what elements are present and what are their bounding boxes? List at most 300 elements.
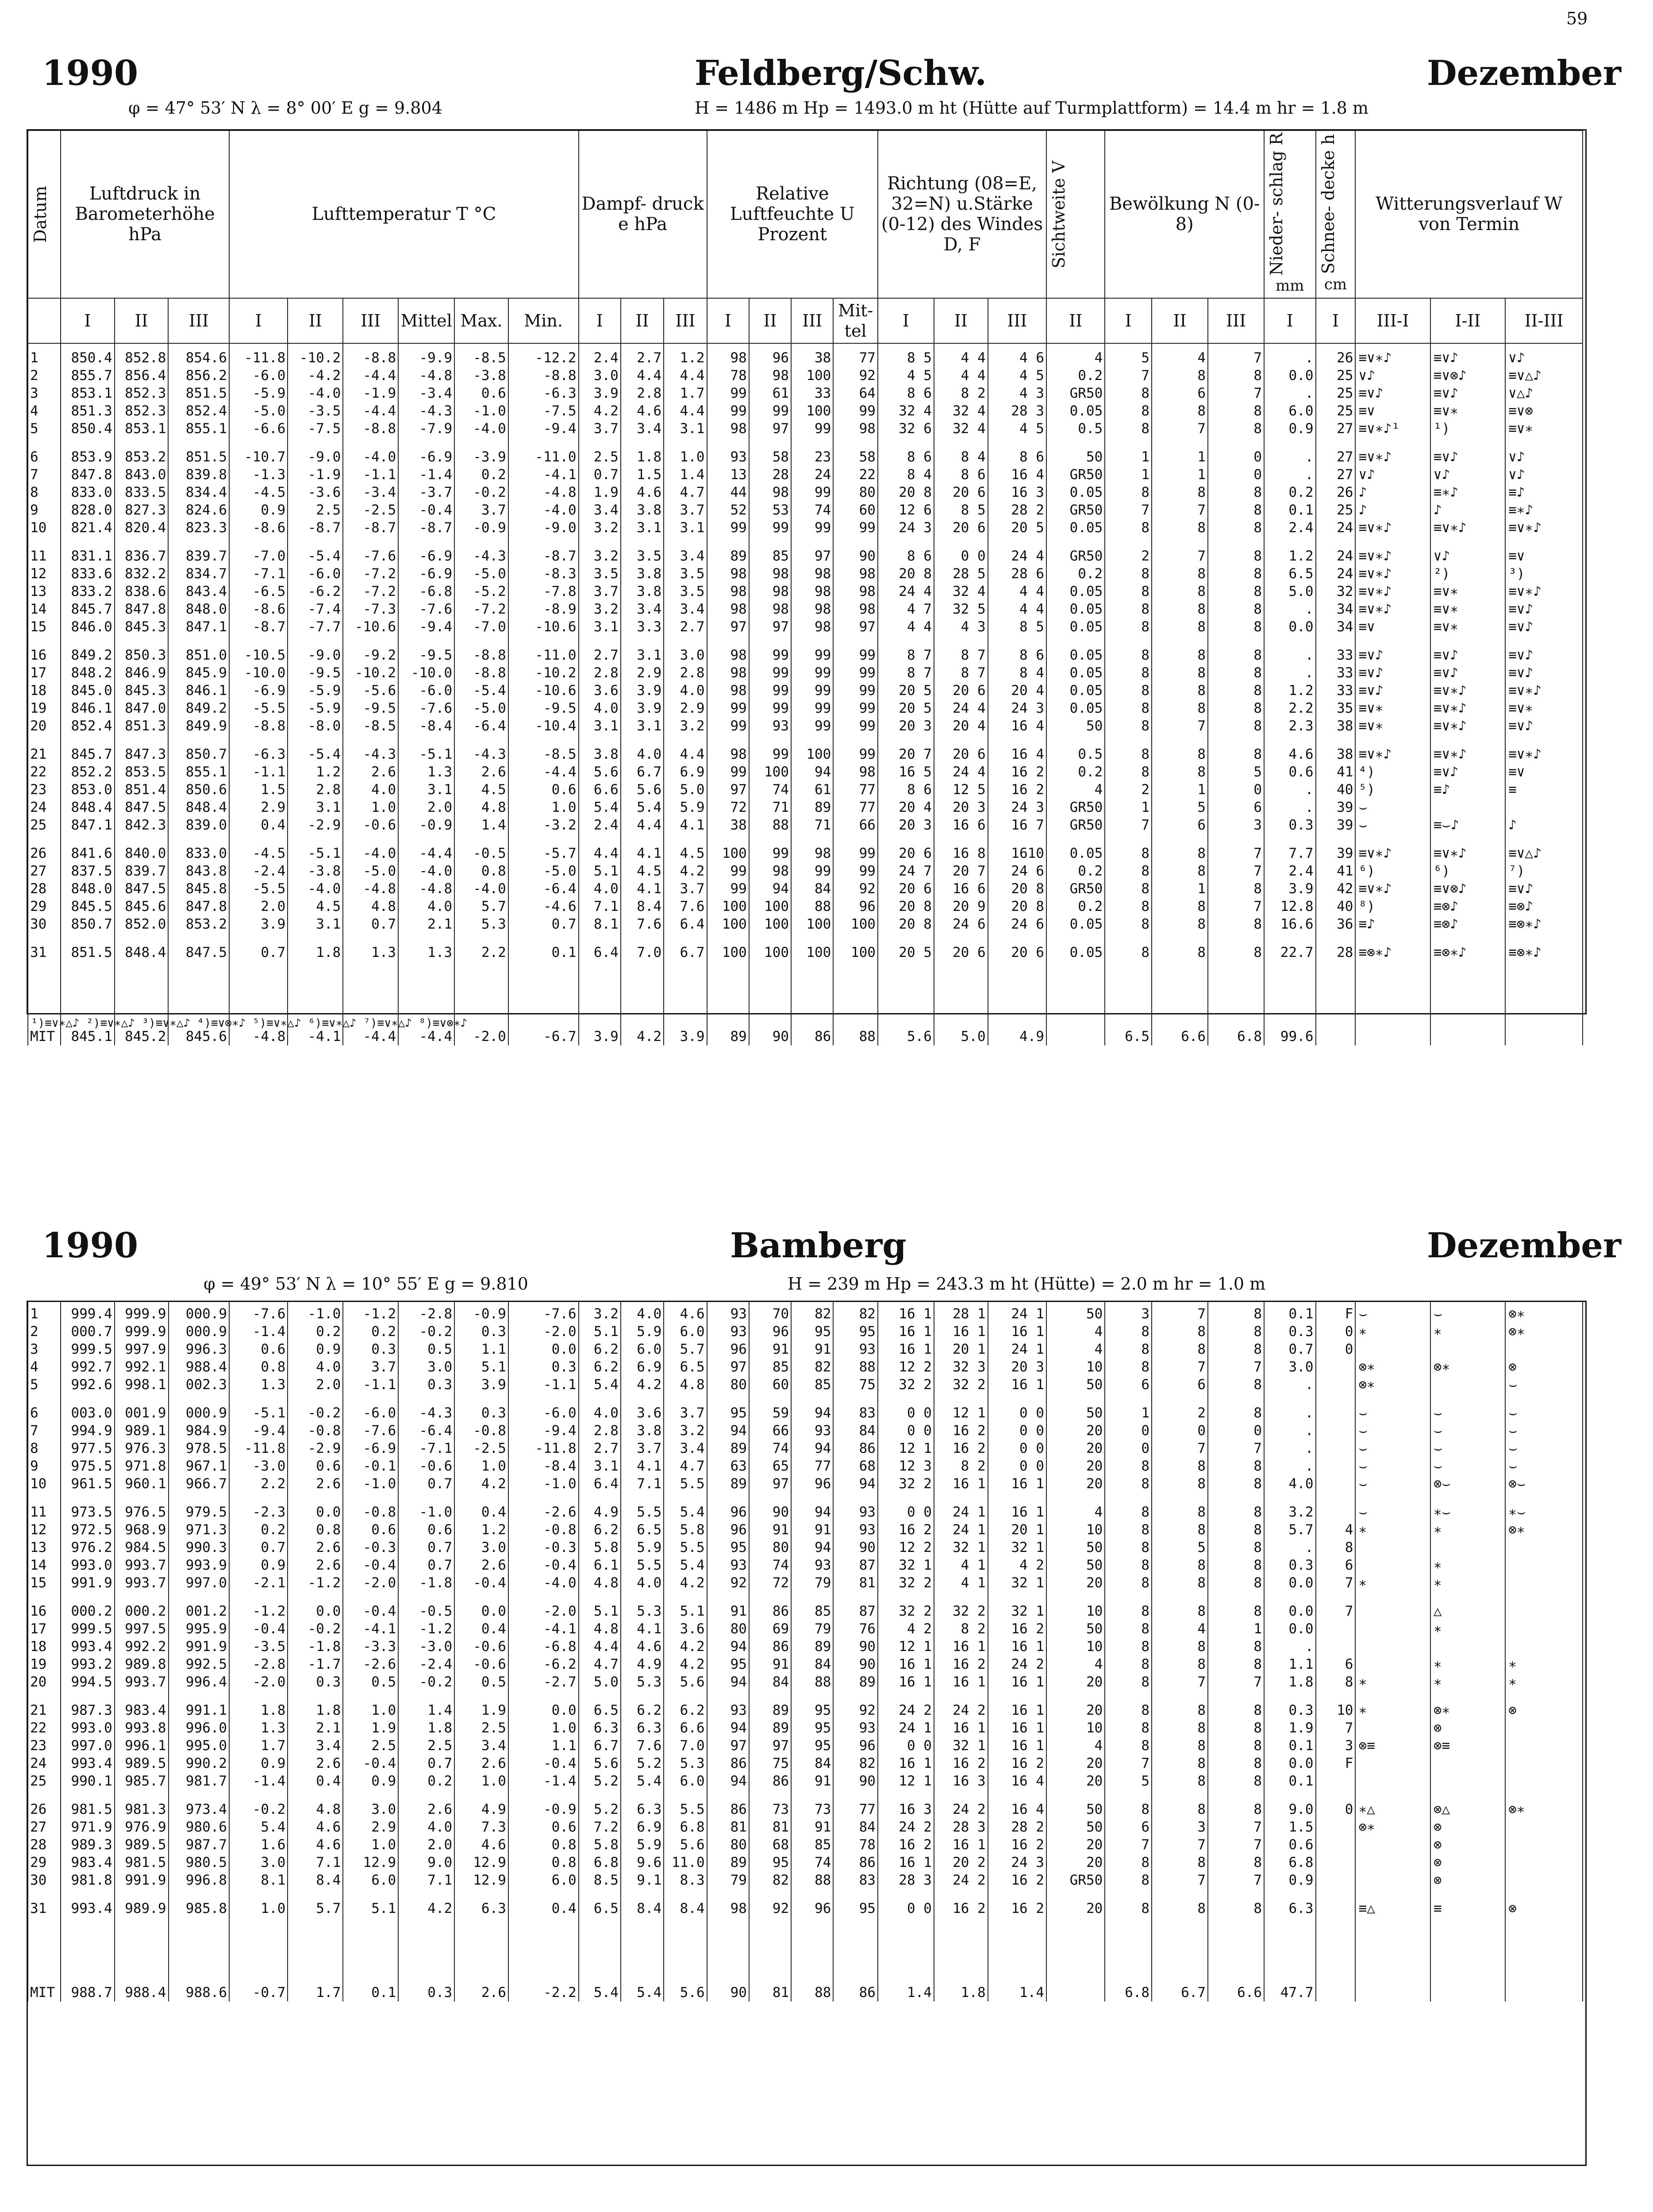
feldberg-cell: 849.2 [61, 646, 115, 664]
feldberg-cell: 60 [833, 501, 878, 519]
feldberg-cell: 6.5 [1105, 1028, 1152, 1045]
bamberg-cell: 93 [833, 1340, 878, 1358]
feldberg-cell: 100 [791, 745, 833, 763]
feldberg-cell: 8 6 [988, 646, 1046, 664]
bamberg-cell: 85 [791, 1602, 833, 1620]
bamberg-cell: 7.6 [621, 1737, 664, 1755]
feldberg-spacer-cell [1355, 537, 1430, 547]
feldberg-cell: 8 4 [988, 664, 1046, 682]
feldberg-cell: 2.9 [621, 664, 664, 682]
feldberg-cell: 3.7 [664, 501, 707, 519]
bamberg-cell: 8 [1208, 1772, 1264, 1790]
bamberg-cell [1316, 1503, 1356, 1521]
feldberg-cell: -4.4 [508, 763, 579, 781]
bamberg-spacer-cell [288, 1691, 343, 1701]
bamberg-cell [1505, 1818, 1583, 1836]
feldberg-cell: 36 [1316, 915, 1356, 933]
feldberg-cell: -8.3 [508, 565, 579, 583]
bamberg-cell: 8 [1208, 1801, 1264, 1818]
bamberg-cell: 6.0 [664, 1772, 707, 1790]
feldberg-spacer-cell [1152, 343, 1208, 349]
feldberg-cell: ♪ [1505, 816, 1583, 834]
feldberg-cell: 7 [1208, 349, 1264, 367]
feldberg-cell: 27 [1316, 466, 1356, 484]
feldberg-cell: 853.2 [168, 915, 229, 933]
bamberg-cell [1430, 1984, 1505, 2001]
bamberg-cell [1316, 1638, 1356, 1655]
feldberg-spacer-cell [878, 834, 934, 845]
feldberg-cell: 2.1 [398, 915, 454, 933]
bamberg-cell: 16 2 [988, 1871, 1046, 1889]
bamberg-spacer-cell [1105, 1493, 1152, 1503]
feldberg-cell: -4.5 [229, 484, 288, 501]
bamberg-cell: MIT [28, 1984, 61, 2001]
feldberg-spacer-cell [833, 933, 878, 944]
bamberg-cell: -2.0 [229, 1673, 288, 1691]
bamberg-cell: 8 [1105, 1737, 1152, 1755]
bamberg-spacer-cell [749, 1790, 791, 1801]
feldberg-cell: 8.4 [621, 898, 664, 915]
bamberg-spacer-cell [28, 1493, 61, 1503]
feldberg-cell: 99 [833, 519, 878, 537]
feldberg-cell: 8 [28, 484, 61, 501]
feldberg-spacer-cell [28, 343, 61, 349]
feldberg-header-witterung: Witterungsverlauf W von Termin [1355, 131, 1583, 298]
feldberg-cell: -9.2 [343, 646, 398, 664]
bamberg-cell: 90 [833, 1655, 878, 1673]
bamberg-cell: 32 2 [934, 1376, 988, 1394]
bamberg-cell: 24 2 [988, 1655, 1046, 1673]
feldberg-cell: 99 [749, 519, 791, 537]
feldberg-cell: 20 8 [878, 898, 934, 915]
bamberg-cell: 981.8 [61, 1871, 115, 1889]
bamberg-cell: 16 2 [988, 1836, 1046, 1854]
bamberg-cell: 4.7 [664, 1457, 707, 1475]
feldberg-spacer-cell [398, 438, 454, 448]
feldberg-cell: 3.9 [579, 384, 621, 402]
feldberg-spacer-cell [1355, 636, 1430, 646]
bamberg-cell: 16 1 [988, 1638, 1046, 1655]
bamberg-cell: 0.9 [288, 1340, 343, 1358]
bamberg-cell: 80 [749, 1539, 791, 1556]
feldberg-cell: -6.8 [398, 583, 454, 600]
feldberg-cell: ≡∨♪ [1505, 618, 1583, 636]
feldberg-spacer-row [28, 933, 1583, 944]
feldberg-cell: 8 [1152, 699, 1208, 717]
bamberg-spacer-cell [398, 1917, 454, 1984]
feldberg-spacer-cell [1152, 735, 1208, 745]
feldberg-cell: -5.1 [398, 745, 454, 763]
feldberg-cell: 851.5 [168, 448, 229, 466]
bamberg-cell: 8 [1105, 1638, 1152, 1655]
bamberg-cell: 1.4 [988, 1984, 1046, 2001]
bamberg-cell: 5.2 [579, 1772, 621, 1790]
feldberg-cell: -4.8 [229, 1028, 288, 1045]
bamberg-cell: ⊗∗ [1505, 1323, 1583, 1340]
bamberg-cell: 4 2 [878, 1620, 934, 1638]
bamberg-cell: 9.6 [621, 1854, 664, 1871]
bamberg-spacer-cell [115, 1394, 169, 1404]
feldberg-cell: 8 [1105, 880, 1152, 898]
feldberg-cell: 3.7 [579, 583, 621, 600]
bamberg-cell: 8 [1105, 1673, 1152, 1691]
bamberg-cell: 4.8 [664, 1376, 707, 1394]
feldberg-cell: 5.9 [664, 799, 707, 816]
feldberg-cell: 1.0 [508, 799, 579, 816]
feldberg-cell: 3.5 [664, 565, 707, 583]
feldberg-cell: -9.5 [288, 664, 343, 682]
bamberg-cell: 32 3 [934, 1358, 988, 1376]
feldberg-spacer-cell [878, 537, 934, 547]
feldberg-cell: 0.2 [1046, 862, 1105, 880]
bamberg-year: 1990 [42, 1225, 138, 1266]
bamberg-table-row [28, 1701, 1583, 1719]
feldberg-cell: 0.6 [1264, 763, 1315, 781]
bamberg-cell: 32 2 [878, 1475, 934, 1493]
feldberg-cell: 1.2 [288, 763, 343, 781]
feldberg-cell: 1 [28, 349, 61, 367]
bamberg-cell: 0.1 [1264, 1305, 1315, 1323]
bamberg-cell: 82 [749, 1871, 791, 1889]
feldberg-cell: 845.8 [168, 880, 229, 898]
feldberg-cell: 20 5 [878, 944, 934, 961]
bamberg-cell [1505, 1737, 1583, 1755]
feldberg-cell: 833.2 [61, 583, 115, 600]
bamberg-spacer-cell [664, 1302, 707, 1305]
bamberg-cell: 20 [1046, 1440, 1105, 1457]
bamberg-cell: 95 [791, 1323, 833, 1340]
bamberg-table-row [28, 1574, 1583, 1592]
bamberg-cell: 20 [1046, 1755, 1105, 1772]
feldberg-cell: 3.9 [1264, 880, 1315, 898]
feldberg-cell: 2.4 [1264, 862, 1315, 880]
bamberg-cell: 16 1 [878, 1655, 934, 1673]
feldberg-cell: 99 [749, 682, 791, 699]
feldberg-cell: ≡∨∗♪ [1355, 583, 1430, 600]
bamberg-cell: 987.3 [61, 1701, 115, 1719]
bamberg-spacer-cell [579, 1394, 621, 1404]
feldberg-spacer-cell [579, 438, 621, 448]
bamberg-cell: 20 3 [988, 1358, 1046, 1376]
feldberg-cell [1505, 1028, 1583, 1045]
feldberg-cell: 847.0 [115, 699, 169, 717]
feldberg-cell: 99.6 [1264, 1028, 1315, 1045]
bamberg-cell: 91 [791, 1340, 833, 1358]
feldberg-spacer-row [28, 343, 1583, 349]
feldberg-cell: -8.5 [343, 717, 398, 735]
feldberg-cell: 8 [1105, 845, 1152, 862]
bamberg-cell: 4.2 [621, 1376, 664, 1394]
feldberg-cell: 5.7 [454, 898, 508, 915]
feldberg-subheader-cell: III [168, 298, 229, 343]
bamberg-spacer-cell [1355, 1592, 1430, 1602]
bamberg-cell: 10 [1046, 1719, 1105, 1737]
bamberg-cell [1430, 1772, 1505, 1790]
feldberg-cell: ≡♪ [1505, 484, 1583, 501]
bamberg-cell: 4.2 [664, 1574, 707, 1592]
bamberg-cell: 972.5 [61, 1521, 115, 1539]
bamberg-cell: 18 [28, 1638, 61, 1655]
feldberg-cell: 99 [707, 699, 749, 717]
bamberg-cell: ⊗ [1505, 1701, 1583, 1719]
bamberg-cell: 989.9 [115, 1900, 169, 1917]
feldberg-spacer-cell [749, 537, 791, 547]
feldberg-cell: 846.0 [61, 618, 115, 636]
feldberg-cell: 6.7 [621, 763, 664, 781]
feldberg-spacer-cell [791, 735, 833, 745]
bamberg-cell: 82 [791, 1358, 833, 1376]
bamberg-cell: 89 [707, 1440, 749, 1457]
feldberg-table-row [28, 501, 1583, 519]
bamberg-cell: 12.9 [454, 1854, 508, 1871]
bamberg-cell: 29 [28, 1854, 61, 1871]
feldberg-spacer-cell [579, 537, 621, 547]
bamberg-cell: 8 [1152, 1719, 1208, 1737]
bamberg-cell: 69 [749, 1620, 791, 1638]
feldberg-cell: 22 [28, 763, 61, 781]
bamberg-cell: 50 [1046, 1818, 1105, 1836]
bamberg-cell: 88 [791, 1984, 833, 2001]
feldberg-cell: 99 [833, 745, 878, 763]
feldberg-cell: 8 [1152, 583, 1208, 600]
feldberg-cell: -4.3 [454, 745, 508, 763]
feldberg-cell: 24 6 [934, 915, 988, 933]
bamberg-cell: 973.4 [169, 1801, 230, 1818]
bamberg-cell: 0.0 [1264, 1755, 1315, 1772]
bamberg-cell: 6 [28, 1404, 61, 1422]
bamberg-cell: -0.2 [288, 1404, 343, 1422]
bamberg-cell: 1.9 [343, 1719, 398, 1737]
feldberg-cell: 4 5 [988, 367, 1046, 384]
bamberg-cell [1505, 1772, 1583, 1790]
feldberg-spacer-cell [988, 438, 1046, 448]
feldberg-cell: 4.0 [664, 682, 707, 699]
feldberg-cell: ≡∨♪ [1355, 664, 1430, 682]
bamberg-cell: 1.0 [343, 1701, 398, 1719]
feldberg-cell: -4.0 [343, 845, 398, 862]
bamberg-cell: 16 3 [934, 1772, 988, 1790]
bamberg-cell: 984.9 [169, 1422, 230, 1440]
bamberg-cell: 5.6 [664, 1836, 707, 1854]
bamberg-spacer-cell [28, 1790, 61, 1801]
feldberg-table-row [28, 600, 1583, 618]
feldberg-cell: . [1264, 600, 1315, 618]
feldberg-cell: 98 [833, 420, 878, 438]
feldberg-cell: 0.7 [229, 944, 288, 961]
feldberg-cell: 32 4 [934, 402, 988, 420]
bamberg-cell: 996.0 [169, 1719, 230, 1737]
bamberg-cell: 92 [749, 1900, 791, 1917]
feldberg-cell: 4 [1046, 781, 1105, 799]
bamberg-cell: 89 [707, 1854, 749, 1871]
feldberg-cell: 833.6 [61, 565, 115, 583]
bamberg-cell: 8 [1105, 1719, 1152, 1737]
feldberg-subheader-blank [28, 298, 61, 343]
feldberg-cell: 1 [1105, 448, 1152, 466]
feldberg-cell: ∨♪ [1505, 349, 1583, 367]
bamberg-cell: 4.8 [288, 1801, 343, 1818]
feldberg-cell: 2 [1105, 781, 1152, 799]
feldberg-cell: 8 [1105, 420, 1152, 438]
feldberg-cell: -4.4 [398, 1028, 454, 1045]
bamberg-cell: 5.1 [579, 1602, 621, 1620]
feldberg-cell: 99 [791, 862, 833, 880]
bamberg-spacer-cell [707, 1691, 749, 1701]
bamberg-cell: 79 [707, 1871, 749, 1889]
bamberg-cell: 8 [1105, 1620, 1152, 1638]
feldberg-cell: 851.3 [61, 402, 115, 420]
bamberg-cell: 989.5 [115, 1836, 169, 1854]
bamberg-cell: 7 [1316, 1602, 1356, 1620]
feldberg-cell: 8 [1152, 565, 1208, 583]
bamberg-cell: 5 [1152, 1539, 1208, 1556]
feldberg-cell: ≡∨∗♪ [1355, 745, 1430, 763]
bamberg-cell: ⌣ [1505, 1457, 1583, 1475]
feldberg-spacer-cell [1105, 438, 1152, 448]
feldberg-cell: ∨♪ [1505, 448, 1583, 466]
feldberg-cell: ≡∨∗♪ [1505, 519, 1583, 537]
bamberg-cell: 8 [1105, 1503, 1152, 1521]
bamberg-cell: ∗ [1430, 1574, 1505, 1592]
bamberg-cell: ⊗ [1430, 1818, 1505, 1836]
feldberg-cell: 2.0 [229, 898, 288, 915]
feldberg-spacer-cell [1046, 933, 1105, 944]
bamberg-cell: 3.4 [288, 1737, 343, 1755]
bamberg-cell: 0 0 [878, 1900, 934, 1917]
feldberg-cell: 2.7 [621, 349, 664, 367]
feldberg-cell: 100 [791, 402, 833, 420]
bamberg-spacer-cell [229, 1889, 288, 1900]
feldberg-cell: 12.8 [1264, 898, 1315, 915]
bamberg-spacer-cell [288, 1889, 343, 1900]
feldberg-spacer-cell [168, 735, 229, 745]
feldberg-cell: 848.0 [168, 600, 229, 618]
feldberg-cell: ≡⊗♪ [1430, 898, 1505, 915]
feldberg-spacer-cell [1208, 636, 1264, 646]
bamberg-cell: 24 2 [878, 1818, 934, 1836]
feldberg-table-row [28, 565, 1583, 583]
bamberg-cell [1430, 1340, 1505, 1358]
bamberg-cell: 993.4 [61, 1638, 115, 1655]
bamberg-cell [1505, 1620, 1583, 1638]
feldberg-cell: -6.9 [398, 448, 454, 466]
bamberg-cell: 5.3 [621, 1673, 664, 1691]
feldberg-cell: 4.6 [1264, 745, 1315, 763]
feldberg-cell: 20 6 [934, 519, 988, 537]
feldberg-cell: 98 [791, 618, 833, 636]
bamberg-cell: 4.9 [621, 1655, 664, 1673]
feldberg-cell: 31 [28, 944, 61, 961]
feldberg-cell: 7 [1152, 547, 1208, 565]
bamberg-cell: 12 1 [878, 1772, 934, 1790]
bamberg-cell [1505, 1836, 1583, 1854]
feldberg-cell: 8 [1105, 664, 1152, 682]
bamberg-spacer-cell [288, 1302, 343, 1305]
bamberg-cell: 4.2 [664, 1638, 707, 1655]
feldberg-cell: 52 [707, 501, 749, 519]
bamberg-cell: . [1264, 1440, 1315, 1457]
bamberg-spacer-cell [1430, 1302, 1505, 1305]
bamberg-cell: 0.7 [229, 1539, 288, 1556]
feldberg-spacer-cell [934, 537, 988, 547]
bamberg-cell: 92 [833, 1701, 878, 1719]
feldberg-cell: -1.1 [343, 466, 398, 484]
bamberg-cell: 8 [1152, 1701, 1208, 1719]
bamberg-cell: ⌣ [1355, 1475, 1430, 1493]
feldberg-spacer-cell [988, 933, 1046, 944]
bamberg-cell: 96 [749, 1323, 791, 1340]
feldberg-cell: 33 [791, 384, 833, 402]
bamberg-cell: 5.4 [664, 1503, 707, 1521]
feldberg-cell: ≡∨∗♪ [1355, 349, 1430, 367]
feldberg-cell: 5 [1105, 349, 1152, 367]
bamberg-cell: 7 [1105, 1836, 1152, 1854]
bamberg-spacer-cell [1264, 1917, 1315, 1984]
feldberg-spacer-cell [664, 537, 707, 547]
feldberg-cell: 1.3 [398, 944, 454, 961]
bamberg-cell: 981.3 [115, 1801, 169, 1818]
feldberg-cell: 8 [1208, 646, 1264, 664]
bamberg-cell: 6 [1152, 1376, 1208, 1394]
feldberg-cell: 16 2 [988, 763, 1046, 781]
bamberg-cell: 8 [1152, 1457, 1208, 1475]
feldberg-header-wind: Richtung (08=E, 32=N) u.Stärke (0-12) des Windes D, F [878, 131, 1046, 298]
feldberg-cell: 98 [707, 600, 749, 618]
feldberg-cell: 847.5 [168, 944, 229, 961]
bamberg-cell: 90 [833, 1638, 878, 1655]
bamberg-cell: 8 [1152, 1737, 1208, 1755]
feldberg-cell: 855.1 [168, 420, 229, 438]
bamberg-cell: 9.0 [398, 1854, 454, 1871]
bamberg-cell: 8 [1208, 1457, 1264, 1475]
feldberg-cell: 50 [1046, 717, 1105, 735]
bamberg-spacer-cell [1152, 1302, 1208, 1305]
feldberg-cell: ≡∨∗♪ [1355, 448, 1430, 466]
feldberg-cell: 8 7 [878, 664, 934, 682]
feldberg-cell: ≡∨∗♪ [1430, 845, 1505, 862]
bamberg-spacer-cell [1355, 1493, 1430, 1503]
feldberg-cell: -5.9 [288, 682, 343, 699]
feldberg-cell: 6.5 [1264, 565, 1315, 583]
feldberg-cell: 8 5 [878, 349, 934, 367]
bamberg-spacer-cell [1316, 1493, 1356, 1503]
feldberg-spacer-cell [791, 834, 833, 845]
bamberg-spacer-cell [749, 1917, 791, 1984]
feldberg-cell: 74 [791, 501, 833, 519]
bamberg-cell: ∗ [1505, 1673, 1583, 1691]
bamberg-cell: ∗△ [1355, 1801, 1430, 1818]
feldberg-cell: ⁶) [1355, 862, 1430, 880]
bamberg-cell: 91 [749, 1655, 791, 1673]
feldberg-spacer-cell [1430, 834, 1505, 845]
bamberg-cell: 28 3 [934, 1818, 988, 1836]
bamberg-cell: 8 [1208, 1376, 1264, 1394]
bamberg-spacer-row [28, 1917, 1583, 1984]
feldberg-cell: -0.6 [343, 816, 398, 834]
bamberg-cell: △ [1430, 1602, 1505, 1620]
bamberg-cell: 6.2 [579, 1340, 621, 1358]
feldberg-cell: 0.7 [343, 915, 398, 933]
feldberg-cell: 100 [833, 915, 878, 933]
feldberg-cell: 24 [1316, 519, 1356, 537]
feldberg-cell: 2.6 [343, 763, 398, 781]
bamberg-spacer-cell [28, 1592, 61, 1602]
feldberg-spacer-cell [1208, 438, 1264, 448]
bamberg-cell: 2.2 [229, 1475, 288, 1493]
feldberg-cell: 28 3 [988, 402, 1046, 420]
bamberg-cell: ⌣ [1430, 1457, 1505, 1475]
bamberg-spacer-cell [579, 1691, 621, 1701]
